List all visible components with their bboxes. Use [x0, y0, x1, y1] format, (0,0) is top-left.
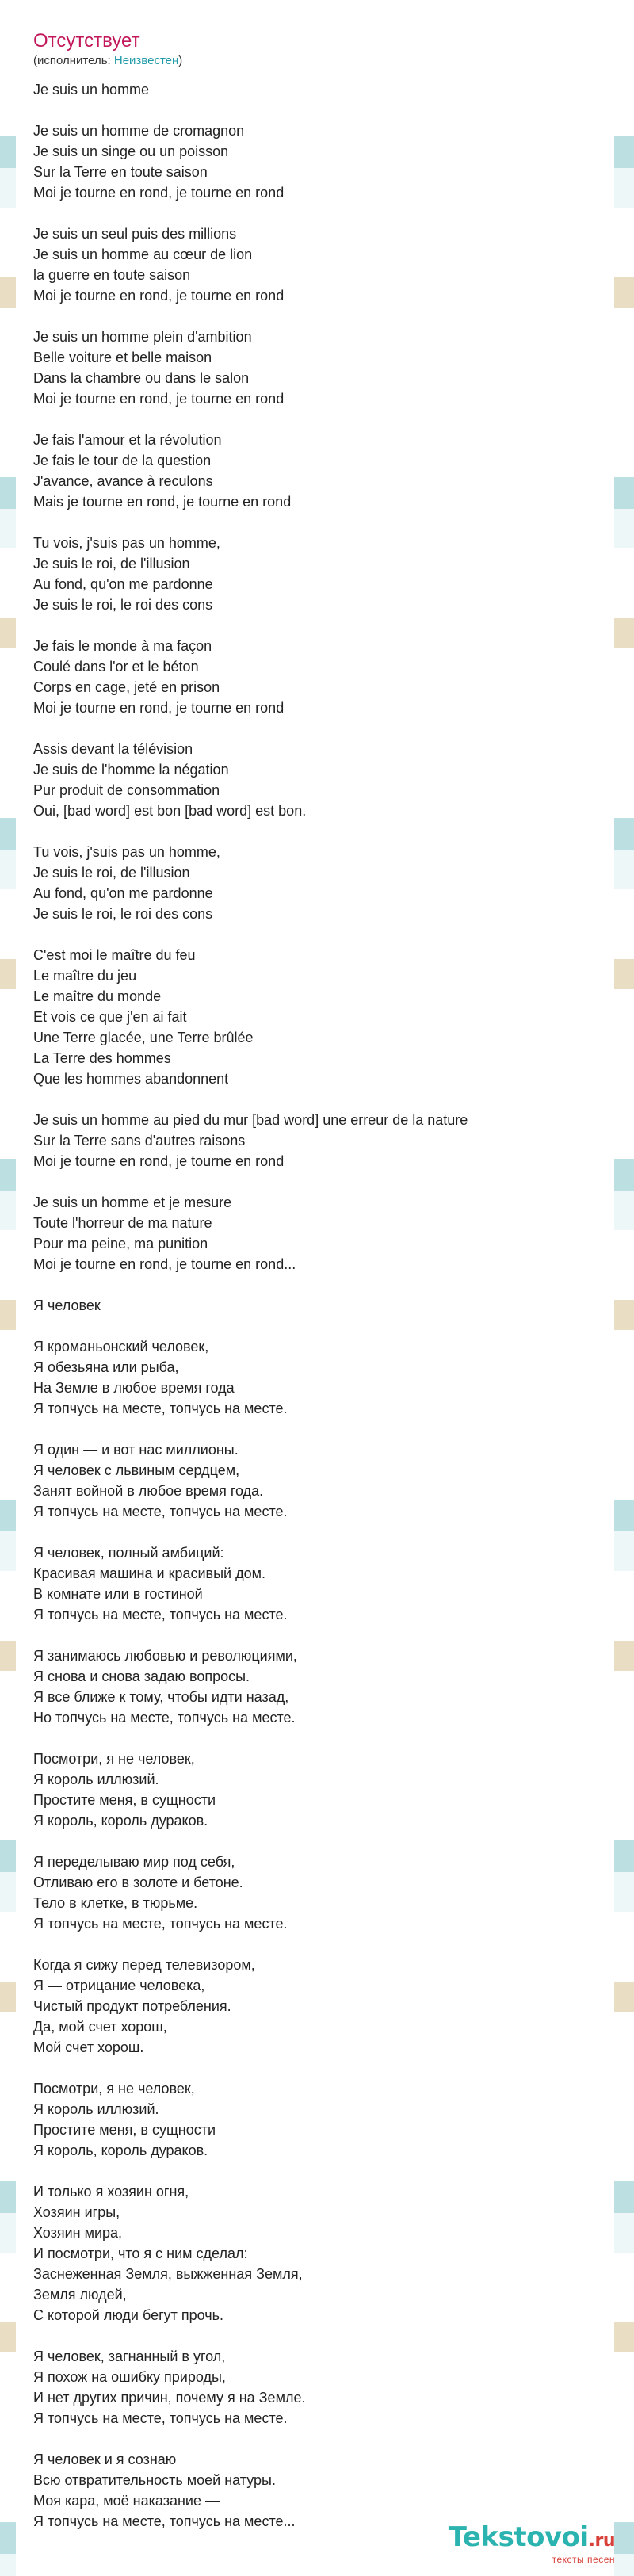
lyrics-line: Я — отрицание человека, — [33, 1978, 205, 1993]
lyrics-line: Я топчусь на месте, топчусь на месте. — [33, 1401, 288, 1416]
lyrics-line: Я человек — [33, 1298, 101, 1313]
lyrics-line: Я человек и я сознаю — [33, 2452, 177, 2467]
lyrics-stanza — [33, 1955, 597, 2058]
lyrics-line: Я снова и снова задаю вопросы. — [33, 1668, 250, 1684]
lyrics-line: Когда я сижу перед телевизором, — [33, 1957, 255, 1973]
logo-wordmark — [449, 2523, 615, 2555]
lyrics-line: Отливаю его в золоте и бетоне. — [33, 1875, 243, 1890]
lyrics-line: Je suis le roi, le roi des cons — [33, 597, 213, 613]
lyrics-line: Je suis le roi, de l'illusion — [33, 556, 190, 571]
lyrics-stanza — [33, 636, 597, 718]
lyrics-line: Я все ближе к тому, чтобы идти назад, — [33, 1689, 289, 1705]
lyrics-line: Простите меня, в сущности — [33, 2122, 216, 2138]
lyrics-line: Au fond, qu'on me pardonne — [33, 576, 213, 592]
lyrics-card — [16, 0, 614, 2576]
lyrics-line: Тело в клетке, в тюрьме. — [33, 1895, 198, 1911]
lyrics-line: Я топчусь на месте, топчусь на месте. — [33, 1504, 288, 1519]
lyrics-line: Посмотри, я не человек, — [33, 1751, 195, 1767]
lyrics-line: Je suis un homme au pied du mur [bad word] une erreur de la nature — [33, 1112, 468, 1128]
lyrics-line: И посмотри, что я с ним сделал: — [33, 2245, 248, 2261]
artist-line — [33, 54, 597, 68]
lyrics-stanza — [33, 1542, 597, 1625]
lyrics-line: Belle voiture et belle maison — [33, 350, 212, 365]
artist-link[interactable]: Неизвестен — [113, 54, 179, 67]
lyrics-line: Coulé dans l'or et le béton — [33, 659, 199, 675]
lyrics-line: Et vois ce que j'en ai fait — [33, 1009, 187, 1025]
lyrics-line: Я один — и вот нас миллионы. — [33, 1442, 239, 1458]
lyrics-stanza — [33, 1852, 597, 1934]
lyrics-line: Moi je tourne en rond, je tourne en rond — [33, 391, 285, 407]
lyrics-line: Je fais le tour de la question — [33, 453, 212, 468]
song-title: Отсутствует — [33, 30, 140, 52]
lyrics-line: Assis devant la télévision — [33, 741, 193, 757]
lyrics-line: Moi je tourne en rond, je tourne en rond — [33, 1153, 285, 1169]
lyrics-line: Tu vois, j'suis pas un homme, — [33, 535, 220, 551]
lyrics-stanza — [33, 79, 597, 100]
lyrics-line: Pur produit de consommation — [33, 782, 220, 798]
lyrics-stanza — [33, 945, 597, 1089]
lyrics-line: Au fond, qu'on me pardonne — [33, 885, 213, 901]
lyrics-stanza — [33, 842, 597, 924]
lyrics-stanza — [33, 739, 597, 821]
artist-suffix: ) — [178, 54, 183, 67]
lyrics-line: Moi je tourne en rond, je tourne en rond — [33, 700, 285, 716]
lyrics-line: Je suis un homme au cœur de lion — [33, 247, 253, 262]
lyrics-line: J'avance, avance à reculons — [33, 473, 213, 489]
lyrics-stanza — [33, 2181, 597, 2326]
lyrics-line: Я топчусь на месте, топчусь на месте. — [33, 2410, 288, 2426]
lyrics-line: И нет других причин, почему я на Земле. — [33, 2390, 306, 2406]
lyrics-line: Я переделываю мир под себя, — [33, 1854, 235, 1870]
lyrics-line: Moi je tourne en rond, je tourne en rond — [33, 288, 285, 304]
artist-prefix: (исполнитель: — [33, 54, 114, 67]
lyrics-line: Sur la Terre en toute saison — [33, 164, 208, 180]
lyrics-line: Занят войной в любое время года. — [33, 1483, 264, 1499]
lyrics-line: Dans la chambre ou dans le salon — [33, 370, 250, 386]
lyrics-line: Мой счет хорош. — [33, 2039, 144, 2055]
lyrics-line: la guerre en toute saison — [33, 267, 191, 283]
lyrics-stanza — [33, 327, 597, 409]
lyrics-line: Хозяин мира, — [33, 2225, 123, 2241]
lyrics-line: Je suis un singe ou un poisson — [33, 143, 229, 159]
lyrics-line: На Земле в любое время года — [33, 1380, 235, 1396]
lyrics-line: Le maître du monde — [33, 988, 162, 1004]
lyrics-line: Красивая машина и красивый дом. — [33, 1565, 265, 1581]
lyrics-line: Моя кара, моё наказание — — [33, 2493, 220, 2509]
lyrics-stanza — [33, 2449, 597, 2532]
lyrics-line: Corps en cage, jeté en prison — [33, 679, 220, 695]
lyrics-body — [33, 79, 597, 2532]
lyrics-stanza — [33, 1295, 597, 1316]
lyrics-line: Я человек с львиным сердцем, — [33, 1462, 240, 1478]
lyrics-line: Я занимаюсь любовью и революциями, — [33, 1648, 297, 1664]
lyrics-stanza — [33, 120, 597, 203]
lyrics-line: Je suis un homme — [33, 82, 150, 97]
lyrics-line: Простите меня, в сущности — [33, 1792, 216, 1808]
lyrics-line: В комнате или в гостиной — [33, 1586, 203, 1602]
lyrics-stanza — [33, 1645, 597, 1728]
lyrics-line: Tu vois, j'suis pas un homme, — [33, 844, 220, 860]
lyrics-line: Oui, [bad word] est bon [bad word] est bon. — [33, 803, 307, 819]
lyrics-line: Je suis le roi, le roi des cons — [33, 906, 213, 922]
lyrics-line: Я человек, загнанный в угол, — [33, 2349, 226, 2364]
lyrics-line: La Terre des hommes — [33, 1050, 171, 1066]
lyrics-line: Но топчусь на месте, топчусь на месте. — [33, 1710, 296, 1726]
lyrics-line: Я топчусь на месте, топчусь на месте. — [33, 1607, 288, 1622]
lyrics-line: И только я хозяин огня, — [33, 2184, 189, 2200]
lyrics-line: Je suis un homme et je mesure — [33, 1194, 232, 1210]
lyrics-line: C'est moi le maître du feu — [33, 947, 196, 963]
lyrics-line: Я король, король дураков. — [33, 2142, 208, 2158]
lyrics-line: Я топчусь на месте, топчусь на месте... — [33, 2513, 296, 2529]
logo-tagline: тексты песен — [552, 2554, 615, 2565]
lyrics-stanza — [33, 430, 597, 512]
lyrics-line: Я обезьяна или рыба, — [33, 1359, 179, 1375]
lyrics-line: Je suis un homme plein d'ambition — [33, 329, 252, 345]
lyrics-line: Я король иллюзий. — [33, 1771, 159, 1787]
lyrics-line: Je suis un seul puis des millions — [33, 226, 237, 242]
lyrics-stanza — [33, 1110, 597, 1171]
lyrics-line: Je suis un homme de cromagnon — [33, 123, 245, 139]
lyrics-line: Je suis le roi, de l'illusion — [33, 865, 190, 881]
lyrics-line: Une Terre glacée, une Terre brûlée — [33, 1030, 254, 1045]
lyrics-line: Всю отвратительность моей натуры. — [33, 2472, 276, 2488]
lyrics-line: Toute l'horreur de ma nature — [33, 1215, 212, 1231]
lyrics-line: Чистый продукт потребления. — [33, 1998, 231, 2014]
lyrics-line: Я топчусь на месте, топчусь на месте. — [33, 1916, 288, 1932]
lyrics-line: Mais je tourne en rond, je tourne en rond — [33, 494, 292, 510]
lyrics-line: Je fais le monde à ma façon — [33, 638, 212, 654]
lyrics-stanza — [33, 2346, 597, 2429]
lyrics-stanza — [33, 1439, 597, 1522]
lyrics-line: Pour ma peine, ma punition — [33, 1236, 208, 1252]
lyrics-line: С которой люди бегут прочь. — [33, 2307, 224, 2323]
lyrics-line: Посмотри, я не человек, — [33, 2081, 195, 2096]
lyrics-line: Да, мой счет хорош, — [33, 2019, 167, 2035]
lyrics-line: Земля людей, — [33, 2287, 127, 2303]
lyrics-stanza — [33, 1192, 597, 1275]
lyrics-line: Я похож на ошибку природы, — [33, 2369, 226, 2385]
logo-tld: .ru — [588, 2531, 615, 2551]
lyrics-stanza — [33, 2078, 597, 2161]
lyrics-stanza — [33, 533, 597, 615]
lyrics-stanza — [33, 1749, 597, 1831]
lyrics-line: Хозяин игры, — [33, 2204, 120, 2220]
lyrics-stanza — [33, 1336, 597, 1419]
lyrics-line: Я король иллюзий. — [33, 2101, 159, 2117]
lyrics-line: Je suis de l'homme la négation — [33, 762, 229, 778]
lyrics-line: Sur la Terre sans d'autres raisons — [33, 1133, 246, 1148]
lyrics-line: Заснеженная Земля, выжженная Земля, — [33, 2266, 303, 2282]
lyrics-line: Que les hommes abandonnent — [33, 1071, 229, 1087]
site-logo[interactable] — [449, 2523, 615, 2565]
lyrics-line: Moi je tourne en rond, je tourne en rond... — [33, 1256, 296, 1272]
lyrics-stanza — [33, 224, 597, 306]
lyrics-line: Je fais l'amour et la révolution — [33, 432, 222, 448]
lyrics-line: Я кроманьонский человек, — [33, 1339, 209, 1355]
logo-name: Tekstovoi — [448, 2521, 589, 2553]
lyrics-line: Я человек, полный амбиций: — [33, 1545, 224, 1561]
lyrics-line: Я король, король дураков. — [33, 1813, 208, 1829]
lyrics-line: Le maître du jeu — [33, 968, 137, 984]
lyrics-line: Moi je tourne en rond, je tourne en rond — [33, 185, 285, 201]
